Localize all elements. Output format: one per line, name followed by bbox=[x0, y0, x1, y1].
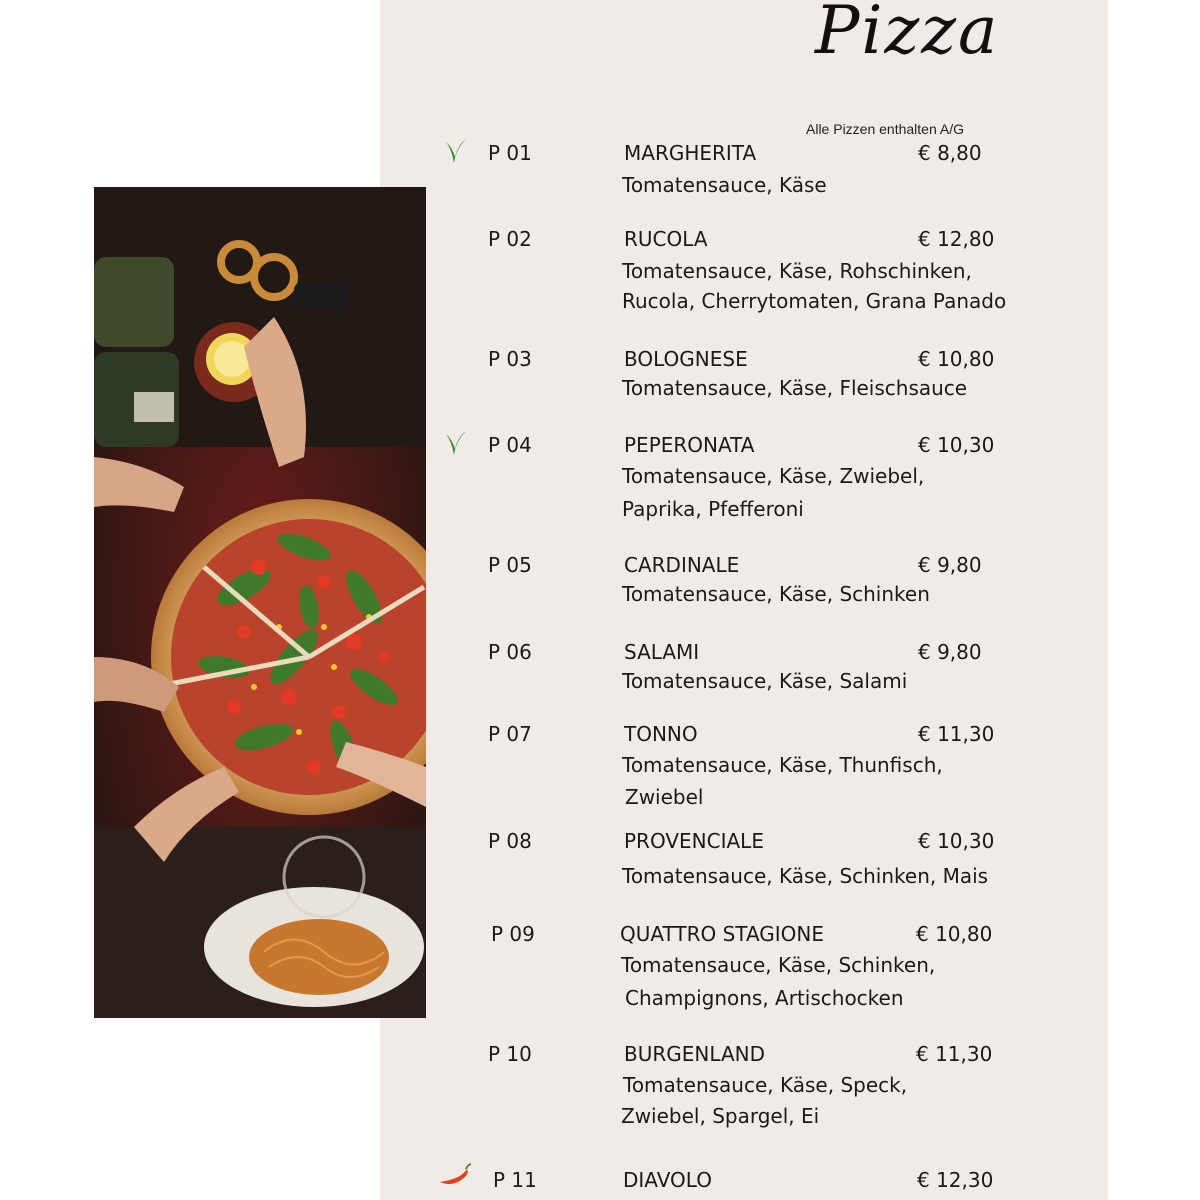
chili-icon bbox=[438, 1160, 472, 1190]
item-name: MARGHERITA bbox=[624, 141, 757, 165]
item-number: P 04 bbox=[488, 433, 532, 457]
item-price: € 11,30 bbox=[918, 722, 995, 746]
item-description-line2: Zwiebel bbox=[625, 785, 704, 809]
item-description: Tomatensauce, Käse, Fleischsauce bbox=[622, 376, 968, 400]
item-price: € 8,80 bbox=[918, 141, 982, 165]
item-description: Tomatensauce, Käse, Salami bbox=[622, 669, 908, 693]
item-description: Tomatensauce, Käse, Schinken, Mais bbox=[622, 864, 989, 888]
item-name: PROVENCIALE bbox=[624, 829, 764, 853]
item-price: € 9,80 bbox=[918, 640, 982, 664]
item-description-line2: Paprika, Pfefferoni bbox=[622, 497, 804, 521]
menu-item bbox=[0, 1042, 1200, 1128]
vegetarian-leaf-icon bbox=[442, 137, 468, 167]
item-price: € 10,80 bbox=[918, 347, 995, 371]
item-description: Tomatensauce, Käse bbox=[622, 173, 827, 197]
menu-item bbox=[0, 553, 1200, 606]
menu-item bbox=[0, 347, 1200, 400]
menu-item bbox=[0, 829, 1200, 888]
item-name: BOLOGNESE bbox=[624, 347, 748, 371]
item-number: P 09 bbox=[491, 922, 535, 946]
menu-title: Pizza bbox=[815, 0, 1000, 69]
item-description: Tomatensauce, Käse, Zwiebel, bbox=[622, 464, 925, 488]
item-number: P 03 bbox=[488, 347, 532, 371]
menu-item bbox=[0, 227, 1200, 313]
vegetarian-leaf-icon bbox=[442, 429, 468, 459]
item-description: Tomatensauce, Käse, Thunfisch, bbox=[622, 753, 943, 777]
item-number: P 02 bbox=[488, 227, 532, 251]
item-number: P 11 bbox=[493, 1168, 537, 1192]
item-name: SALAMI bbox=[624, 640, 700, 664]
item-number: P 07 bbox=[488, 722, 532, 746]
item-name: DIAVOLO bbox=[623, 1168, 712, 1192]
item-number: P 06 bbox=[488, 640, 532, 664]
menu-item bbox=[0, 1168, 1200, 1192]
item-name: QUATTRO STAGIONE bbox=[620, 922, 825, 946]
item-description: Tomatensauce, Käse, Schinken bbox=[622, 582, 930, 606]
item-number: P 08 bbox=[488, 829, 532, 853]
item-number: P 01 bbox=[488, 141, 532, 165]
item-description: Tomatensauce, Käse, Rohschinken, bbox=[622, 259, 972, 283]
menu-item bbox=[0, 141, 1200, 197]
item-number: P 10 bbox=[488, 1042, 532, 1066]
item-price: € 12,30 bbox=[917, 1168, 994, 1192]
item-price: € 11,30 bbox=[916, 1042, 993, 1066]
item-description-line2: Champignons, Artischocken bbox=[625, 986, 904, 1010]
item-description: Tomatensauce, Käse, Speck, bbox=[623, 1073, 908, 1097]
item-price: € 10,30 bbox=[918, 433, 995, 457]
allergen-note: Alle Pizzen enthalten A/G bbox=[806, 121, 964, 137]
item-name: TONNO bbox=[624, 722, 698, 746]
menu-item bbox=[0, 433, 1200, 521]
menu-item bbox=[0, 722, 1200, 809]
item-name: PEPERONATA bbox=[624, 433, 755, 457]
item-description-line2: Zwiebel, Spargel, Ei bbox=[621, 1104, 820, 1128]
item-price: € 10,30 bbox=[918, 829, 995, 853]
item-name: RUCOLA bbox=[624, 227, 708, 251]
item-name: CARDINALE bbox=[624, 553, 740, 577]
item-price: € 9,80 bbox=[918, 553, 982, 577]
pizza-photo bbox=[94, 187, 426, 1018]
item-description-line2: Rucola, Cherrytomaten, Grana Panado bbox=[622, 289, 1007, 313]
menu-item bbox=[0, 640, 1200, 693]
item-number: P 05 bbox=[488, 553, 532, 577]
item-name: BURGENLAND bbox=[624, 1042, 765, 1066]
menu-item bbox=[0, 922, 1200, 1010]
item-price: € 12,80 bbox=[918, 227, 995, 251]
item-price: € 10,80 bbox=[916, 922, 993, 946]
item-description: Tomatensauce, Käse, Schinken, bbox=[621, 953, 936, 977]
